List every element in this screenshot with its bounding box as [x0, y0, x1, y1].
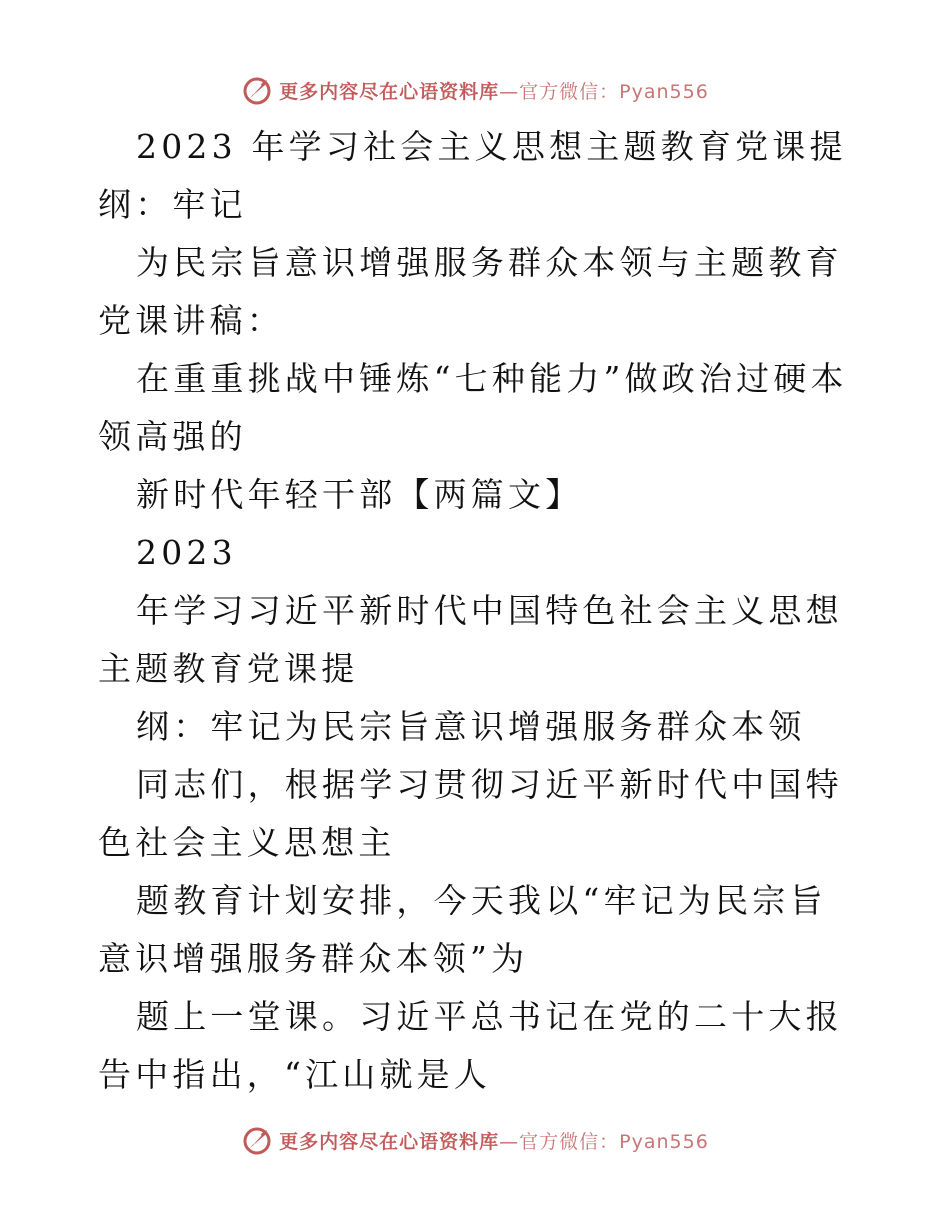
paragraph: 同志们，根据学习贯彻习近平新时代中国特色社会主义思想主: [98, 765, 843, 862]
paragraph: 新时代年轻干部【两篇文】: [136, 475, 583, 514]
watermark-text: [279, 1127, 709, 1154]
paragraph: 2023 年学习社会主义思想主题教育党课提纲：牢记: [98, 127, 847, 224]
watermark-brand: 更多内容尽在心语资料库: [279, 1130, 500, 1153]
watermark-contact: 官方微信：Pyan556: [519, 1130, 709, 1153]
header-watermark: [0, 70, 950, 110]
paragraph: 2023: [136, 533, 237, 572]
watermark-brand: 更多内容尽在心语资料库: [279, 80, 500, 103]
quill-logo-icon: [241, 74, 273, 106]
paragraph: 为民宗旨意识增强服务群众本领与主题教育党课讲稿：: [98, 243, 843, 340]
watermark-text: [279, 77, 709, 104]
paragraph: 题上一堂课。习近平总书记在党的二十大报告中指出，“江山就是人: [98, 997, 843, 1094]
paragraph: 纲：牢记为民宗旨意识增强服务群众本领: [136, 707, 806, 746]
paragraph: 题教育计划安排，今天我以“牢记为民宗旨意识增强服务群众本领”为: [98, 881, 827, 978]
quill-logo-icon: [241, 1124, 273, 1156]
watermark-dash: —: [499, 1130, 520, 1153]
footer-watermark: [0, 1120, 950, 1160]
paragraph: 在重重挑战中锤炼“七种能力”做政治过硬本领高强的: [98, 359, 848, 456]
document-body: [98, 118, 858, 1104]
watermark-contact: 官方微信：Pyan556: [519, 80, 709, 103]
watermark-dash: —: [499, 80, 520, 103]
paragraph: 年学习习近平新时代中国特色社会主义思想主题教育党课提: [98, 591, 843, 688]
